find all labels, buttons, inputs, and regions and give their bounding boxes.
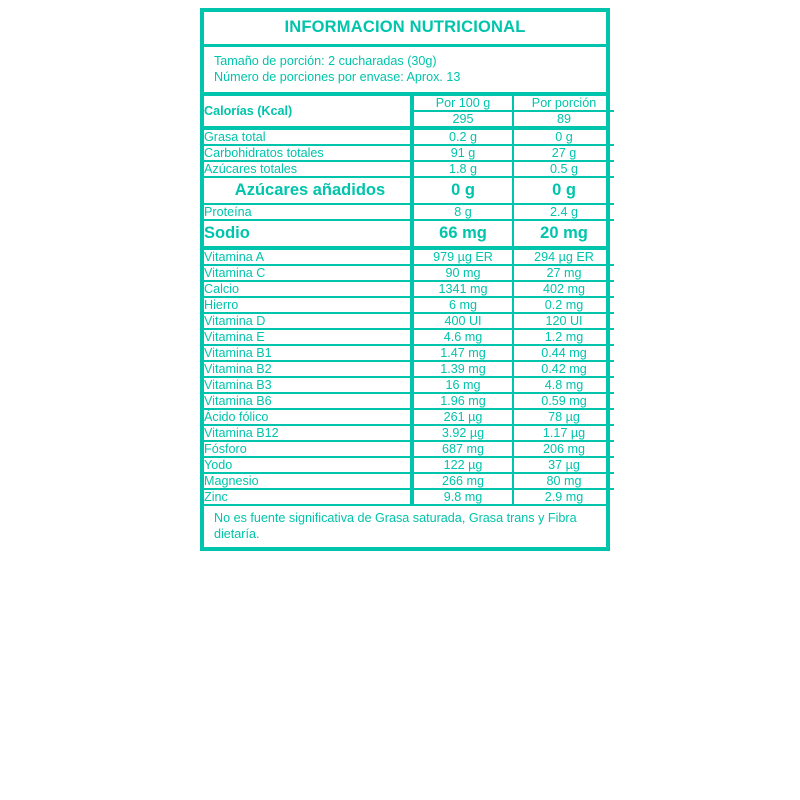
nutrient-value-per-100g: 261 µg — [412, 409, 513, 425]
nutrient-label: Grasa total — [204, 130, 266, 144]
nutrient-value-per-100g: 979 µg ER — [412, 250, 513, 265]
micronutrients-table — [204, 250, 614, 504]
table-row — [204, 345, 614, 361]
nutrient-value-per-100g: 4.6 mg — [412, 329, 513, 345]
nutrient-label: Vitamina B12 — [204, 425, 412, 441]
nutrient-label: Sodio — [204, 220, 412, 246]
table-row — [204, 377, 614, 393]
table-row — [204, 204, 614, 220]
table-row — [204, 250, 614, 265]
nutrient-value-per-100g: 8 g — [412, 204, 513, 220]
footnote: No es fuente significativa de Grasa saturada, Grasa trans y Fibra dietaría. — [204, 504, 606, 547]
nutrient-label: Azúcares añadidos — [204, 177, 412, 204]
nutrient-label: Vitamina B3 — [204, 377, 412, 393]
table-row — [204, 409, 614, 425]
nutrient-value-per-serving: 206 mg — [513, 441, 614, 457]
nutrient-value-per-serving: 0.44 mg — [513, 345, 614, 361]
nutrient-value-per-100g: 1341 mg — [412, 281, 513, 297]
nutrient-value-per-serving: 0.5 g — [513, 161, 614, 177]
nutrient-label: Fósforo — [204, 441, 412, 457]
table-row — [204, 473, 614, 489]
servings-per-container-line: Número de porciones por envase: Aprox. 13 — [214, 70, 461, 84]
page-title: INFORMACION NUTRICIONAL — [204, 12, 606, 47]
nutrient-value-per-serving: 4.8 mg — [513, 377, 614, 393]
nutrient-value-per-serving: 78 µg — [513, 409, 614, 425]
nutrient-value-per-serving: 2.9 mg — [513, 489, 614, 504]
serving-info-block — [204, 47, 606, 96]
nutrient-value-per-serving: 0 g — [513, 177, 614, 204]
calories-header-row — [204, 96, 614, 111]
nutrient-value-per-100g: 3.92 µg — [412, 425, 513, 441]
table-row — [204, 457, 614, 473]
nutrient-label: Vitamina A — [204, 250, 264, 264]
nutrient-value-per-serving: 0.59 mg — [513, 393, 614, 409]
nutrient-value-per-serving: 80 mg — [513, 473, 614, 489]
nutrient-value-per-100g: 400 UI — [412, 313, 513, 329]
table-row — [204, 393, 614, 409]
nutrient-value-per-100g: 0 g — [412, 177, 513, 204]
nutrient-label: Calcio — [204, 281, 412, 297]
nutrient-label: Ácido fólico — [204, 409, 412, 425]
table-row — [204, 130, 614, 145]
nutrient-label: Vitamina D — [204, 313, 412, 329]
nutrient-value-per-serving: 27 mg — [513, 265, 614, 281]
calories-per-100g: 295 — [412, 111, 513, 126]
nutrient-value-per-serving: 2.4 g — [513, 204, 614, 220]
nutrient-value-per-100g: 9.8 mg — [412, 489, 513, 504]
table-row — [204, 313, 614, 329]
nutrient-label: Carbohidratos totales — [204, 145, 412, 161]
nutrient-label: Magnesio — [204, 473, 412, 489]
macronutrients-rows — [204, 130, 614, 246]
nutrient-value-per-100g: 1.96 mg — [412, 393, 513, 409]
nutrient-value-per-100g: 1.39 mg — [412, 361, 513, 377]
column-header-per-100g: Por 100 g — [412, 96, 513, 111]
nutrient-value-per-serving: 0.42 mg — [513, 361, 614, 377]
macronutrients-table — [204, 130, 614, 246]
nutrition-facts-panel — [200, 8, 610, 551]
nutrient-value-per-serving: 1.2 mg — [513, 329, 614, 345]
nutrient-value-per-serving: 120 UI — [513, 313, 614, 329]
nutrient-value-per-100g: 16 mg — [412, 377, 513, 393]
nutrient-value-per-100g: 1.8 g — [412, 161, 513, 177]
table-row — [204, 177, 614, 204]
calories-per-serving: 89 — [513, 111, 614, 126]
table-row — [204, 329, 614, 345]
nutrient-value-per-serving: 402 mg — [513, 281, 614, 297]
table-row — [204, 361, 614, 377]
nutrient-value-per-100g: 66 mg — [412, 220, 513, 246]
nutrient-value-per-100g: 266 mg — [412, 473, 513, 489]
nutrient-label: Azúcares totales — [204, 161, 412, 177]
table-row — [204, 161, 614, 177]
nutrient-value-per-100g: 90 mg — [412, 265, 513, 281]
nutrient-value-per-serving: 37 µg — [513, 457, 614, 473]
nutrient-label: Vitamina B2 — [204, 361, 412, 377]
nutrient-value-per-serving: 0 g — [513, 130, 614, 145]
nutrient-value-per-serving: 27 g — [513, 145, 614, 161]
nutrient-label: Hierro — [204, 297, 412, 313]
serving-size-line: Tamaño de porción: 2 cucharadas (30g) — [214, 54, 437, 68]
nutrient-value-per-serving: 0.2 mg — [513, 297, 614, 313]
table-row — [204, 281, 614, 297]
nutrient-label: Vitamina B1 — [204, 345, 412, 361]
nutrient-value-per-100g: 1.47 mg — [412, 345, 513, 361]
nutrient-value-per-serving: 294 µg ER — [513, 250, 614, 265]
micronutrients-rows — [204, 250, 614, 504]
calories-table — [204, 96, 614, 126]
nutrient-value-per-100g: 122 µg — [412, 457, 513, 473]
nutrient-value-per-100g: 91 g — [412, 145, 513, 161]
calories-label: Calorías (Kcal) — [204, 104, 293, 118]
nutrient-label: Zinc — [204, 489, 412, 504]
nutrient-value-per-100g: 6 mg — [412, 297, 513, 313]
table-row — [204, 220, 614, 246]
table-row — [204, 297, 614, 313]
nutrient-label: Yodo — [204, 457, 412, 473]
table-row — [204, 145, 614, 161]
nutrient-value-per-100g: 0.2 g — [412, 130, 513, 145]
column-header-per-serving: Por porción — [513, 96, 614, 111]
nutrient-value-per-100g: 687 mg — [412, 441, 513, 457]
table-row — [204, 489, 614, 504]
nutrient-label: Vitamina C — [204, 265, 412, 281]
nutrient-value-per-serving: 20 mg — [513, 220, 614, 246]
nutrient-label: Vitamina E — [204, 329, 412, 345]
nutrient-label: Proteína — [204, 204, 412, 220]
nutrient-label: Vitamina B6 — [204, 393, 412, 409]
table-row — [204, 265, 614, 281]
table-row — [204, 425, 614, 441]
table-row — [204, 441, 614, 457]
nutrient-value-per-serving: 1.17 µg — [513, 425, 614, 441]
